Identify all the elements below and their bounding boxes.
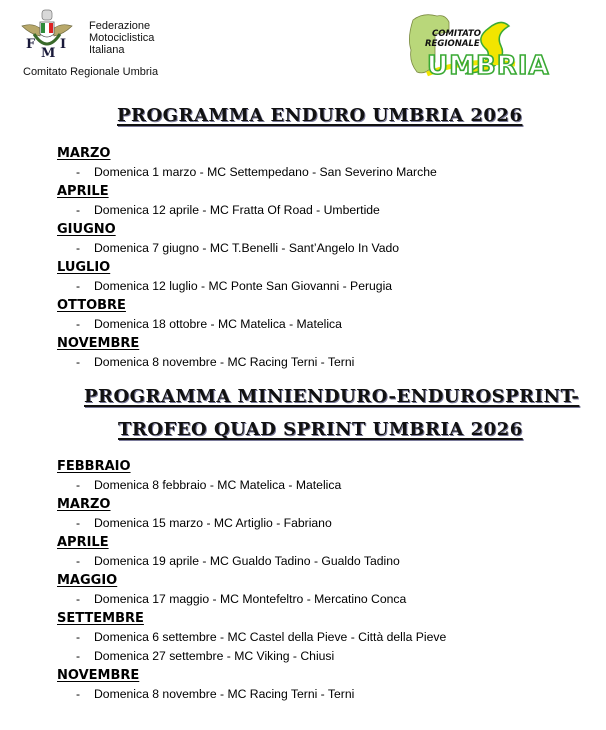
event-text: Domenica 19 aprile - MC Gualdo Tadino - Gualdo Tadino [94, 554, 400, 568]
month-heading: MARZO [57, 146, 111, 161]
fmi-subtitle: Comitato Regionale Umbria [23, 66, 159, 78]
umbria-logo-word: UMBRIA [427, 51, 550, 80]
umbria-logo [405, 12, 550, 80]
fmi-emblem-icon [20, 8, 74, 60]
event-item [57, 552, 446, 571]
event-item [57, 163, 437, 182]
program-title-minienduro-line2: TROFEO QUAD SPRINT UMBRIA 2026 [118, 419, 523, 440]
month-heading: SETTEMBRE [57, 611, 144, 626]
event-text: Domenica 1 marzo - MC Settempedano - San Severino Marche [94, 165, 437, 179]
fmi-line-1: Federazione [89, 20, 151, 32]
fmi-line-3: Italiana [89, 44, 125, 56]
bullet-dash: - [76, 516, 81, 530]
fmi-logo [20, 8, 170, 80]
event-item [57, 685, 446, 704]
event-item [57, 353, 437, 372]
bullet-dash: - [76, 687, 81, 701]
fmi-name [89, 20, 154, 56]
bullet-dash: - [76, 355, 81, 369]
fmi-line-2: Motociclistica [89, 32, 155, 44]
event-text: Domenica 6 settembre - MC Castel della Pieve - Città della Pieve [94, 630, 447, 644]
fmi-letter-m: M [41, 46, 56, 60]
event-item [57, 514, 446, 533]
program-title-enduro: PROGRAMMA ENDURO UMBRIA 2026 [117, 105, 523, 126]
bullet-dash: - [76, 649, 81, 663]
bullet-dash: - [76, 241, 81, 255]
event-text: Domenica 8 novembre - MC Racing Terni - Terni [94, 687, 355, 701]
event-item [57, 628, 446, 647]
event-item [57, 476, 446, 495]
event-item [57, 315, 437, 334]
event-text: Domenica 17 maggio - MC Montefeltro - Mercatino Conca [94, 592, 407, 606]
fmi-letter-i: I [60, 37, 67, 52]
bullet-dash: - [76, 165, 81, 179]
event-text: Domenica 15 marzo - MC Artiglio - Fabriano [94, 516, 332, 530]
program-enduro-list [57, 144, 437, 372]
month-heading: LUGLIO [57, 260, 111, 275]
month-heading: APRILE [57, 184, 109, 199]
month-heading: NOVEMBRE [57, 336, 140, 351]
event-text: Domenica 8 novembre - MC Racing Terni - Terni [94, 355, 355, 369]
month-heading: FEBBRAIO [57, 459, 131, 474]
bullet-dash: - [76, 592, 81, 606]
umbria-logo-line2: REGIONALE [425, 39, 480, 49]
event-item [57, 239, 437, 258]
event-text: Domenica 7 giugno - MC T.Benelli - Sant’Angelo In Vado [94, 241, 400, 255]
program-minienduro-list [57, 457, 446, 704]
bullet-dash: - [76, 478, 81, 492]
bullet-dash: - [76, 279, 81, 293]
month-heading: GIUGNO [57, 222, 116, 237]
event-text: Domenica 12 aprile - MC Fratta Of Road - Umbertide [94, 203, 380, 217]
event-item [57, 277, 437, 296]
event-text: Domenica 8 febbraio - MC Matelica - Matelica [94, 478, 342, 492]
fmi-letter-f: F [26, 37, 36, 52]
event-text: Domenica 27 settembre - MC Viking - Chiusi [94, 649, 335, 663]
month-heading: OTTOBRE [57, 298, 126, 313]
bullet-dash: - [76, 317, 81, 331]
bullet-dash: - [76, 630, 81, 644]
event-text: Domenica 12 luglio - MC Ponte San Giovanni - Perugia [94, 279, 393, 293]
bullet-dash: - [76, 203, 81, 217]
bullet-dash: - [76, 554, 81, 568]
event-text: Domenica 18 ottobre - MC Matelica - Matelica [94, 317, 342, 331]
event-item [57, 590, 446, 609]
program-title-minienduro-line1: PROGRAMMA MINIENDURO-ENDUROSPRINT- [84, 386, 580, 407]
umbria-logo-line1: COMITATO [432, 29, 482, 39]
month-heading: MAGGIO [57, 573, 118, 588]
month-heading: APRILE [57, 535, 109, 550]
event-item [57, 201, 437, 220]
event-item [57, 647, 446, 666]
month-heading: NOVEMBRE [57, 668, 140, 683]
month-heading: MARZO [57, 497, 111, 512]
